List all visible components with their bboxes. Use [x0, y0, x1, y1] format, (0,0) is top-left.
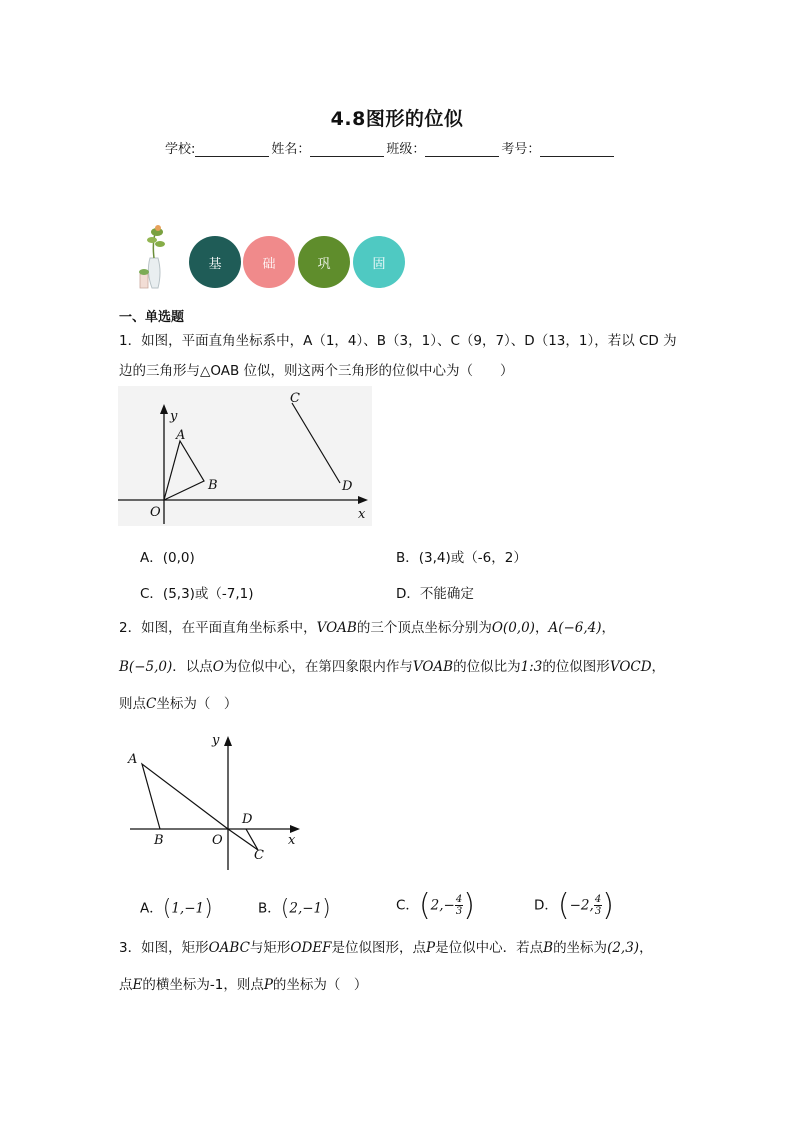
school-blank[interactable]	[195, 142, 269, 157]
q3-line-2: 点E的横坐标为-1，则点P的坐标为（ ）	[119, 977, 368, 993]
q1-fig-x-label: x	[358, 507, 366, 522]
q1-figure	[118, 386, 372, 526]
plant-vase-icon	[136, 222, 182, 290]
q2-option-b[interactable]: B．(2,−1)	[258, 896, 331, 921]
q2-fig-y-label: y	[212, 733, 220, 748]
class-blank[interactable]	[425, 142, 499, 157]
q2-option-a[interactable]: A．(1,−1)	[140, 896, 213, 921]
q2-fig-d-label: D	[242, 812, 253, 827]
class-label: 班级：	[386, 142, 426, 157]
q1-fig-d-label: D	[342, 479, 353, 494]
number-blank[interactable]	[540, 142, 614, 157]
q1-fig-o-label: O	[150, 505, 161, 520]
q1-fig-b-label: B	[208, 478, 218, 493]
q1-line-2: 边的三角形与△OAB 位似，则这两个三角形的位似中心为（ ）	[119, 363, 514, 379]
q1-line-1: 1．如图，平面直角坐标系中，A（1，4）、B（3，1）、C（9，7）、D（13，1），若以 CD 为	[119, 333, 677, 349]
q2-option-d[interactable]: D．(−2, $\frac{4}{3}$ )	[534, 888, 614, 923]
school-label: 学校:	[165, 142, 196, 157]
q1-option-b[interactable]: B．(3,4)或（-6，2）	[396, 550, 527, 566]
q3-line-1: 3．如图，矩形OABC与矩形ODEF是位似图形，点P是位似中心．若点B的坐标为(2,3)，	[119, 940, 653, 956]
banner-circle-4: 固	[353, 236, 405, 288]
q1-option-d[interactable]: D．不能确定	[396, 586, 474, 602]
student-info-line	[165, 138, 616, 157]
q1-fig-c-label: C	[290, 391, 300, 406]
banner-circle-2: 础	[243, 236, 295, 288]
q2-line-3: 则点C坐标为（ ）	[119, 696, 238, 712]
banner-circle-3: 巩	[298, 236, 350, 288]
q2-line-2: B(−5,0)．以点O为位似中心，在第四象限内作与VOAB的位似比为1:3的位似图形VOCD，	[119, 659, 666, 675]
q1-fig-y-label: y	[170, 409, 178, 424]
q2-figure	[122, 726, 312, 872]
q2-fig-o-label: O	[212, 833, 223, 848]
section-title: 一、单选题	[119, 310, 185, 325]
page-title: 4.8图形的位似	[330, 108, 464, 130]
q1-option-a[interactable]: A．(0,0)	[140, 550, 195, 566]
q2-option-c[interactable]: C．(2,− $\frac{4}{3}$ )	[396, 888, 475, 923]
number-label: 考号：	[501, 142, 541, 157]
q2-fig-b-label: B	[154, 833, 164, 848]
q1-fig-a-label: A	[176, 428, 186, 443]
q2-line-1: 2．如图，在平面直角坐标系中，VOAB的三个顶点坐标分别为O(0,0)，A(−6,4)，	[119, 620, 616, 636]
name-blank[interactable]	[310, 142, 384, 157]
banner-circle-1: 基	[189, 236, 241, 288]
q1-option-c[interactable]: C．(5,3)或（-7,1)	[140, 586, 254, 602]
name-label: 姓名：	[271, 142, 311, 157]
q2-fig-a-label: A	[128, 752, 138, 767]
q2-fig-c-label: C	[254, 848, 264, 863]
q2-fig-x-label: x	[288, 833, 296, 848]
